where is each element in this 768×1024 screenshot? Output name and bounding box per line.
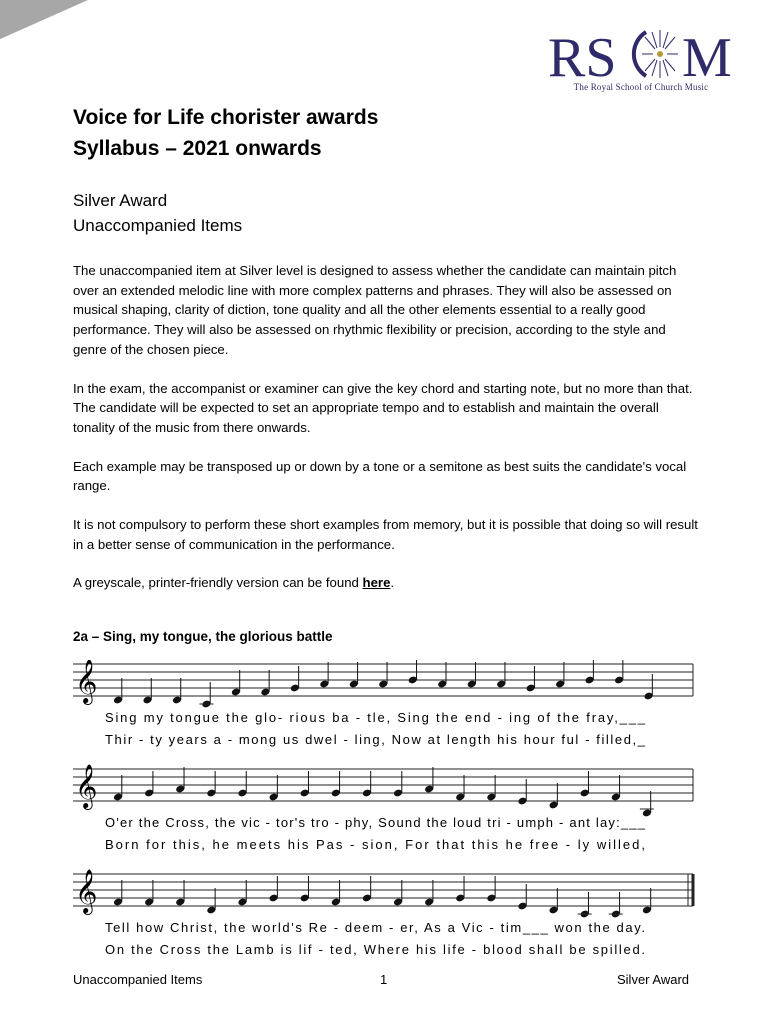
award-level-ribbon	[0, 0, 312, 55]
paragraph-memory: It is not compulsory to perform these short examples from memory, but it is possible that doing so will result in a better sense of communication in the performance.	[73, 517, 698, 552]
treble-clef-icon: 𝄞	[75, 869, 98, 913]
body-text	[73, 261, 701, 612]
paragraph-exam: In the exam, the accompanist or examiner can give the key chord and starting note, but no more than that. The candidate will be expected to set an appropriate tempo and to establish and maintain the overall tonality of the music from there onwards.	[73, 380, 693, 435]
paragraph-intro: The unaccompanied item at Silver level is designed to assess whether the candidate can maintain pitch over an extended melodic line with more complex patterns and phrases. They will also be assessed on musical shaping, clarity of diction, tone quality and all the other elements essential to a really good performance. They will also be assessed on rhythmic flexibility or precision, according to the style and genre of the chosen piece.	[73, 263, 677, 357]
music-score	[73, 660, 699, 960]
treble-clef-icon: 𝄞	[75, 660, 98, 703]
rscm-logo	[548, 28, 734, 94]
page-subtitle	[73, 188, 242, 238]
greyscale-end: .	[390, 575, 395, 591]
footer-award: Silver Award	[617, 972, 690, 987]
title-line-1: Voice for Life chorister awards	[73, 106, 379, 129]
subtitle-section: Unaccompanied Items	[73, 216, 243, 235]
subtitle-award: Silver Award	[73, 191, 168, 210]
logo-tagline: The Royal School of Church Music	[573, 82, 709, 92]
lyrics-verse-2: Thir - ty years a - mong us dwel - ling, Now at length his hour ful - filled,_	[105, 732, 646, 747]
footer-section: Unaccompanied Items	[73, 972, 203, 987]
lyrics-verse-2: On the Cross the Lamb is lif - ted, Where his life - blood shall be spilled.	[105, 942, 645, 957]
lyrics-verse-2: Born for this, he meets his Pas - sion, For that this he free - ly willed,	[105, 837, 645, 852]
greyscale-link[interactable]: here	[362, 575, 391, 591]
example-title: 2a – Sing, my tongue, the glorious battle	[73, 629, 333, 644]
lyrics-verse-1: Sing my tongue the glo- rious ba - tle, Sing the end - ing of the fray,___	[105, 710, 645, 725]
sunburst-icon	[634, 30, 678, 78]
score-system	[73, 660, 693, 747]
treble-clef-icon: 𝄞	[75, 764, 98, 808]
page-title	[73, 102, 378, 164]
rscm-logo-mark	[548, 28, 734, 80]
lyrics-verse-1: O'er the Cross, the vic - tor's tro - phy, Sound the loud tri - umph - ant lay:___	[105, 815, 645, 830]
footer-page-number: 1	[380, 972, 388, 987]
svg-text:M: M	[682, 28, 732, 80]
svg-text:RS: RS	[548, 28, 617, 80]
score-system	[73, 869, 693, 957]
paragraph-greyscale	[73, 573, 701, 593]
paragraph-transpose: Each example may be transposed up or down by a tone or a semitone as best suits the candidate's vocal range.	[73, 458, 687, 494]
lyrics-verse-1: Tell how Christ, the world's Re - deem - er, As a Vic - tim___ won the day.	[105, 920, 645, 935]
award-level-label: Silver	[70, 18, 117, 54]
greyscale-text: A greyscale, printer-friendly version can be found	[73, 575, 363, 591]
title-line-2: Syllabus – 2021 onwards	[73, 137, 322, 160]
score-system	[73, 764, 693, 852]
